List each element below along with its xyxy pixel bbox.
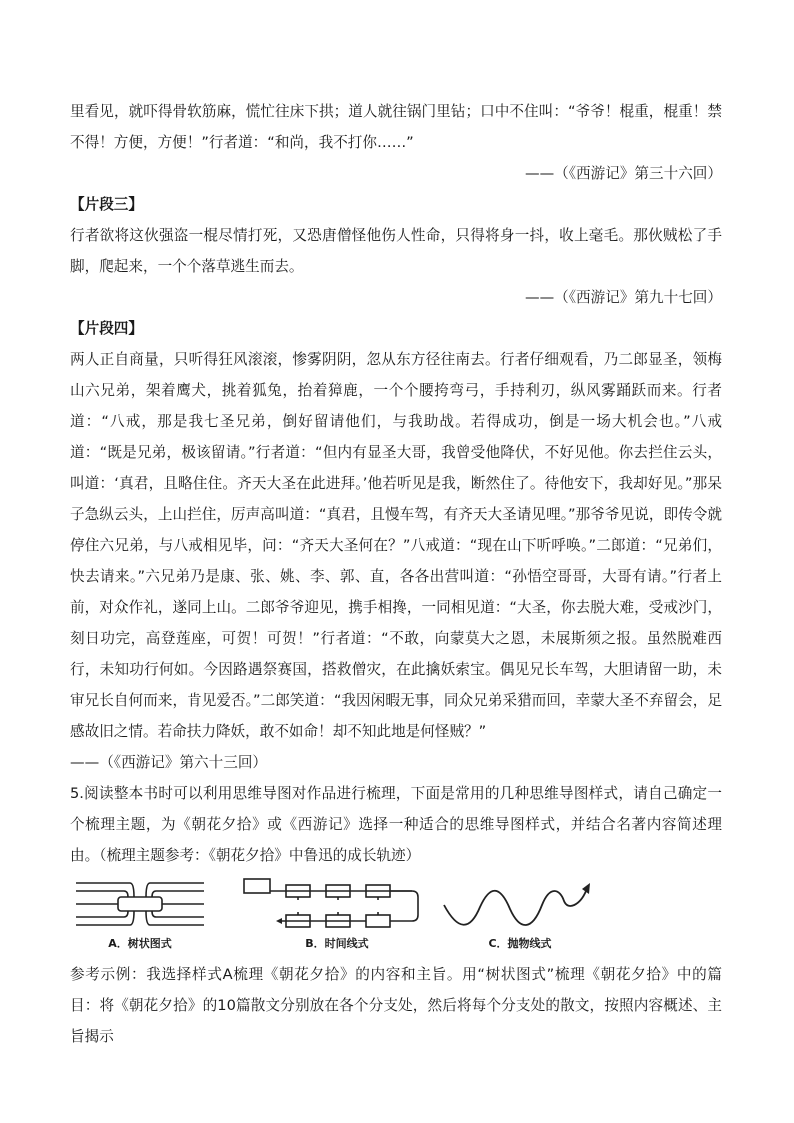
diagram-caption-a: A．树状图式 <box>108 937 172 950</box>
segment3-text: 行者欲将这伙强盗一棍尽情打死，又恐唐僧怪他伤人性命，只得将身一抖，收上毫毛。那伙贼松了手脚，爬起来，一个个落草逃生而去。 <box>70 227 722 275</box>
document-page <box>70 96 722 1052</box>
segment4-source: ——（《西游记》第六十三回） <box>70 754 268 771</box>
parabola-diagram-icon <box>440 875 600 951</box>
segment3-title: 【片段三】 <box>70 196 143 213</box>
diagram-caption-b: B．时间线式 <box>305 937 369 950</box>
reference-example-text: 参考示例：我选择样式A梳理《朝花夕拾》的内容和主旨。用“树状图式”梳理《朝花夕拾》中的篇目：将《朝花夕拾》的10篇散文分别放在各个分支处，然后将每个分支处的散文，按照内容概述、主旨揭示 <box>70 966 722 1045</box>
tree-diagram-icon <box>74 875 206 951</box>
mindmap-styles <box>70 875 722 955</box>
segment4-text: 两人正自商量，只听得狂风滚滚，惨雾阴阴，忽从东方径往南去。行者仔细观看，乃二郎显圣，领梅山六兄弟，架着鹰犬，挑着狐兔，抬着獐鹿，一个个腰挎弯弓，手持利刃，纵风雾踊跃而来。行者道：“八戒，那是我七圣兄弟，倒好留请他们，与我助战。若得成功，倒是一场大机会也。”八戒道：“既是兄弟，极该留请。”行者道：“但内有显圣大哥，我曾受他降伏，不好见他。你去拦住云头，叫道：‘真君，且略住住。齐天大圣在此进拜。’他若听见是我，断然住了。待他安下，我却好见。”那呆子急纵云头，上山拦住，厉声高叫道：“真君，且慢车驾，有齐天大圣请见哩。”那爷爷见说，即传令就停住六兄弟，与八戒相见毕，问：“齐天大圣何在？”八戒道：“现在山下听呼唤。”二郎道：“兄弟们，快去请来。”六兄弟乃是康、张、姚、李、郭、直，各各出营叫道：“孙悟空哥哥，大哥有请。”行者上前，对众作礼，遂同上山。二郎爷爷迎见，携手相搀，一同相见道：“大圣，你去脱大难，受戒沙门，刻日功完，高登莲座，可贺！可贺！”行者道：“不敢，向蒙莫大之恩，未展斯须之报。虽然脱难西行，未知功行何如。今因路遇祭赛国，搭救僧灾，在此擒妖索宝。偶见兄长车驾，大胆请留一助，未审兄长自何而来，肯见爱否。”二郎笑道：“我因闲暇无事，同众兄弟采猎而回，幸蒙大圣不弃留会，足感故旧之情。若命扶力降妖，敢不如命！却不知此地是何怪贼？” <box>70 351 722 740</box>
segment2-source: ——（《西游记》第三十六回） <box>524 165 722 182</box>
question5-text: 5.阅读整本书时可以利用思维导图对作品进行梳理，下面是常用的几种思维导图样式，请自己确定一个梳理主题，为《朝花夕拾》或《西游记》选择一种适合的思维导图样式，并结合名著内容简述理由。（梳理主题参考：《朝花夕拾》中鲁迅的成长轨迹） <box>70 785 722 864</box>
timeline-diagram-icon <box>242 875 432 951</box>
diagram-caption-c: C．抛物线式 <box>488 937 552 950</box>
segment4-title: 【片段四】 <box>70 320 143 337</box>
segment2-text: 里看见，就吓得骨软筋麻，慌忙往床下拱；道人就往锅门里钻；口中不住叫：“爷爷！棍重，棍重！禁不得！方便，方便！”行者道：“和尚，我不打你……” <box>70 103 722 151</box>
segment3-source: ——（《西游记》第九十七回） <box>524 289 722 306</box>
